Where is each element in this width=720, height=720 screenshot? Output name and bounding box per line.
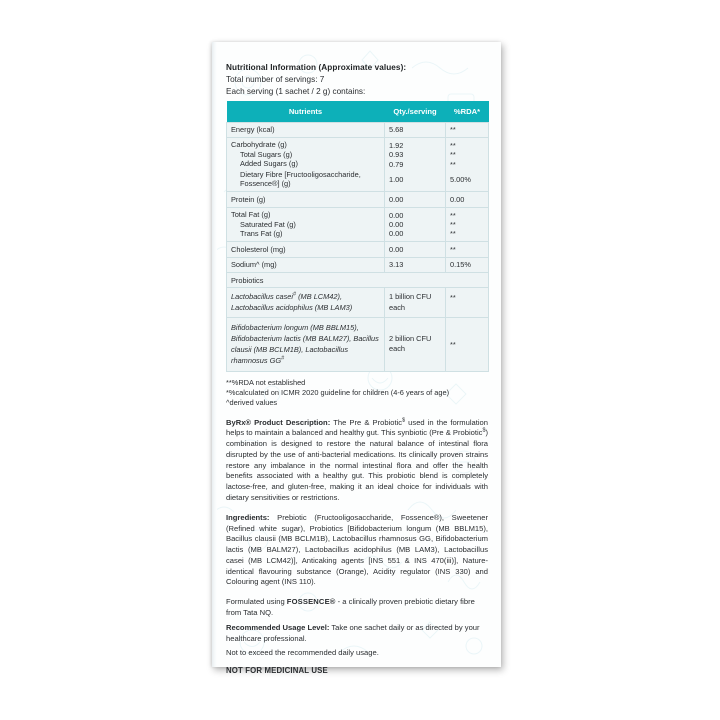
probiotic-strains: Lactobacillus casei# (MB LCM42), Lactobacillus acidophilus (MB LAM3) xyxy=(227,288,385,318)
nutrient-qty: 0.00 xyxy=(385,242,446,257)
table-row xyxy=(227,257,489,272)
nutrient-name: Protein (g) xyxy=(227,192,385,207)
column-header-rda: %RDA* xyxy=(446,101,489,123)
ingredients-heading: Ingredients: xyxy=(226,512,270,522)
formulated-suffix: - a clinically proven prebiotic dietary fibre from Tata NQ. xyxy=(226,597,475,618)
ingredients-text: Prebiotic (Fructooligosaccharide, Fossence®), Sweetener (Refined white sugar), Probiotics [Bifidobacterium longum (MB BBLM15), Bacillus clausii (MB BCLM1B), Lactobacillus rhamnosus GG, Bifidobacterium lactis (MB BALM27), Lactobacillus acidophilus (MB LAM3), Lactobacillus casei (MB LCM42)], Anticaking agents [INS 551 & INS 470(iii)], Nature-identical flavouring substance (Orange), Acidity regulator (INS 330) and Colouring agent (INS 110). xyxy=(226,512,488,587)
nutrient-name: Sodium^ (mg) xyxy=(227,257,385,272)
nutrient-name: Added Sugars (g) xyxy=(227,159,385,168)
table-row xyxy=(227,169,489,192)
nutrient-name: Dietary Fibre [Fructooligosaccharide, Fossence®] (g) xyxy=(227,169,385,192)
nutrient-qty: 0.00 xyxy=(385,220,446,229)
nutrient-rda: ** xyxy=(446,229,489,241)
table-row xyxy=(227,220,489,229)
column-header-qty: Qty./serving xyxy=(385,101,446,123)
probiotic-qty: 2 billion CFU each xyxy=(385,318,446,371)
nutrient-qty: 0.79 xyxy=(385,159,446,168)
nutrition-title: Nutritional Information (Approximate values): xyxy=(226,63,407,72)
product-description-body: The Pre & Probiotic$ used in the formulation helps to maintain a balanced and healthy gut. This synbiotic (Pre & Probiotic$) combination is designed to restore the natural balance of intestinal flora disrupted by the use of anti-bacterial medications. Its clinically proven strains restore any imbalance in the normal intestinal flora and offer the health benefits associated with a healthy gut. This probiotic blend is completely lactose-free, and gluten-free, making it an ideal choice for individuals with dietary sensitivities or restrictions. xyxy=(226,417,488,503)
table-row xyxy=(227,150,489,159)
nutrient-qty: 0.00 xyxy=(385,229,446,241)
probiotic-qty: 1 billion CFU each xyxy=(385,288,446,318)
nutrient-name: Total Sugars (g) xyxy=(227,150,385,159)
usage-level-line xyxy=(226,623,488,645)
nutrient-rda: 0.00 xyxy=(446,192,489,207)
nutrient-rda: ** xyxy=(446,242,489,257)
usage-note: Not to exceed the recommended daily usage. xyxy=(226,648,379,658)
table-row xyxy=(227,207,489,219)
product-package-panel xyxy=(212,42,501,676)
nutrient-qty: 3.13 xyxy=(385,257,446,272)
probiotic-strains: Bifidobacterium longum (MB BBLM15), Bifidobacterium lactis (MB BALM27), Bacillus clausii (MB BCLM1B), Lactobacillus rhamnosus GG# xyxy=(227,318,385,371)
serving-size: Each serving (1 sachet / 2 g) contains: xyxy=(226,86,366,96)
footnote-rda: **%RDA not established xyxy=(226,377,306,387)
nutrient-qty: 5.68 xyxy=(385,122,446,137)
nutrient-name: Total Fat (g) xyxy=(227,207,385,219)
probiotics-section-row xyxy=(227,273,489,288)
nutrient-name: Energy (kcal) xyxy=(227,122,385,137)
table-row xyxy=(227,229,489,241)
nutrient-qty: 0.93 xyxy=(385,150,446,159)
nutrient-rda: ** xyxy=(446,122,489,137)
fossence-brand: FOSSENCE® xyxy=(286,597,336,607)
nutrient-qty: 0.00 xyxy=(385,192,446,207)
product-description-heading: ByRx® Product Description: xyxy=(226,417,331,427)
table-row xyxy=(227,122,489,137)
table-row xyxy=(227,288,489,318)
package-fold-edge xyxy=(212,42,217,667)
product-description xyxy=(226,418,488,504)
footnote-icmr: *%calculated on ICMR 2020 guideline for children (4-6 years of age) xyxy=(226,387,450,397)
table-row xyxy=(227,159,489,168)
nutrient-rda: ** xyxy=(446,220,489,229)
probiotic-rda: ** xyxy=(446,318,489,371)
nutrient-rda: ** xyxy=(446,159,489,168)
medicinal-use-warning: NOT FOR MEDICINAL USE xyxy=(226,666,328,676)
nutrient-rda: 5.00% xyxy=(446,169,489,192)
nutrient-rda: ** xyxy=(446,207,489,219)
table-row xyxy=(227,242,489,257)
nutrient-name: Carbohydrate (g) xyxy=(227,137,385,149)
footnote-derived: ^derived values xyxy=(226,397,278,407)
nutrient-rda: ** xyxy=(446,137,489,149)
nutrient-qty: 0.00 xyxy=(385,207,446,219)
nutrient-qty: 1.00 xyxy=(385,169,446,192)
usage-heading: Recommended Usage Level: xyxy=(226,622,330,632)
label-content xyxy=(226,63,488,675)
nutrient-name: Cholesterol (mg) xyxy=(227,242,385,257)
nutrient-qty: 1.92 xyxy=(385,137,446,149)
table-row xyxy=(227,137,489,149)
nutrient-name: Saturated Fat (g) xyxy=(227,220,385,229)
nutrition-table-body xyxy=(227,122,489,371)
nutrient-name: Trans Fat (g) xyxy=(227,229,385,241)
probiotics-label: Probiotics xyxy=(227,273,489,288)
probiotic-rda: ** xyxy=(446,288,489,318)
formulated-using-line xyxy=(226,597,488,619)
nutrient-rda: ** xyxy=(446,150,489,159)
column-header-nutrients: Nutrients xyxy=(227,101,385,123)
table-row xyxy=(227,192,489,207)
nutrition-table xyxy=(226,101,489,372)
ingredients-paragraph xyxy=(226,513,488,588)
table-row xyxy=(227,318,489,371)
nutrient-rda: 0.15% xyxy=(446,257,489,272)
servings-count: Total number of servings: 7 xyxy=(226,75,325,84)
table-header-row xyxy=(227,101,489,123)
formulated-prefix: Formulated using xyxy=(226,597,285,607)
usage-text: Take one sachet daily or as directed by your healthcare professional. xyxy=(226,622,480,643)
